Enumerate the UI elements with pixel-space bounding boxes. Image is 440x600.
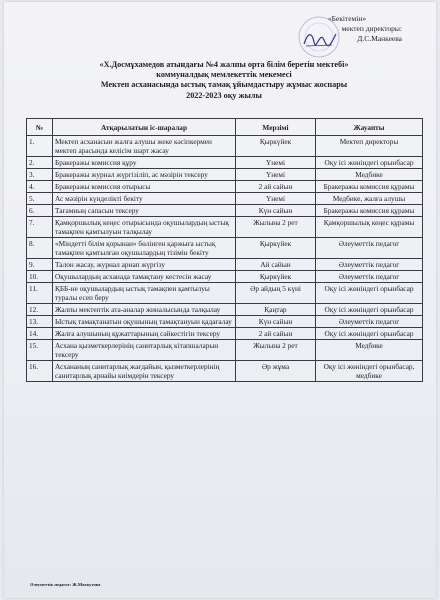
plan-table-container bbox=[26, 118, 422, 382]
row-activity: «Міндетті білім қорынан» бөлінген қаржыға ыстық тамақпен қамтылған оқушылардың тізімін бекіту bbox=[53, 238, 236, 259]
row-number: 5. bbox=[27, 193, 53, 205]
row-activity: Жалға алушының құжаттарының сәйкестігін тексеру bbox=[53, 328, 236, 340]
row-term: Күн сайын bbox=[236, 316, 316, 328]
row-number: 11. bbox=[27, 283, 53, 304]
row-term: Қыркүйек bbox=[236, 136, 316, 157]
row-responsible: Медбике bbox=[316, 340, 423, 361]
table-header-row bbox=[27, 119, 423, 136]
row-responsible: Медбике, жалға алушы bbox=[316, 193, 423, 205]
row-number: 6. bbox=[27, 205, 53, 217]
document-page bbox=[4, 2, 436, 598]
row-activity: Мектеп асханасын жалға алушы жеке кәсіпкермен мектеп арасында келісім шарт жасау bbox=[53, 136, 236, 157]
row-term: Үнемі bbox=[236, 157, 316, 169]
table-row bbox=[27, 316, 423, 328]
row-activity: Асхана қызметкерлерінің санитарлық кітапшаларын тексеру bbox=[53, 340, 236, 361]
row-activity: Бракеражы журнал жүргізіліп, ас мәзірін тексеру bbox=[53, 169, 236, 181]
row-responsible: Әлеуметтік педагог bbox=[316, 316, 423, 328]
row-term: Әр айдың 5 күні bbox=[236, 283, 316, 304]
row-activity: Ыстық тамақтанатын оқушының тамақтануын қадағалау bbox=[53, 316, 236, 328]
row-activity: Асхананың санитарлық жағдайын, қызметкерлерінің санитарлық арнайы киімдерін тексеру bbox=[53, 361, 236, 382]
row-responsible: Әлеуметтік педагог bbox=[316, 238, 423, 259]
plan-title: Мектеп асханасында ыстық тамақ ұйымдастыру жұмыс жоспары bbox=[100, 80, 348, 90]
row-responsible: Оқу ісі жөніндегі орынбасар bbox=[316, 157, 423, 169]
table-row bbox=[27, 238, 423, 259]
row-activity: Бракеражы комиссия құру bbox=[53, 157, 236, 169]
row-activity: Талон жасау, журнал арнап жүргізу bbox=[53, 259, 236, 271]
row-responsible: Оқу ісі жөніндегі орынбасар, медбике bbox=[316, 361, 423, 382]
row-responsible: Бракеражы комиссия құрамы bbox=[316, 205, 423, 217]
approval-position: мектеп директоры: bbox=[341, 24, 402, 33]
table-row bbox=[27, 169, 423, 181]
row-number: 8. bbox=[27, 238, 53, 259]
row-activity: ҚББ-не оқушылардың ыстық тамақпен қамтылуы туралы есеп беру bbox=[53, 283, 236, 304]
row-responsible: Оқу ісі жөніндегі орынбасар bbox=[316, 328, 423, 340]
row-number: 16. bbox=[27, 361, 53, 382]
table-row bbox=[27, 217, 423, 238]
plan-table bbox=[26, 118, 423, 382]
approval-name: Д.С.Манкеева bbox=[357, 34, 402, 43]
row-responsible: Мектеп директоры bbox=[316, 136, 423, 157]
row-activity: Ас мәзірін күнделікті бекіту bbox=[53, 193, 236, 205]
row-number: 14. bbox=[27, 328, 53, 340]
row-responsible: Оқу ісі жөніндегі орынбасар bbox=[316, 283, 423, 304]
row-number: 3. bbox=[27, 169, 53, 181]
document-title bbox=[44, 60, 404, 101]
approval-title: «Бекітемін» bbox=[327, 14, 367, 23]
table-row bbox=[27, 205, 423, 217]
row-activity: Тағамның сапасын тексеру bbox=[53, 205, 236, 217]
table-row bbox=[27, 361, 423, 382]
row-activity: Бракеражы комиссия отырысы bbox=[53, 181, 236, 193]
row-number: 10. bbox=[27, 271, 53, 283]
academic-year: 2022-2023 оқу жылы bbox=[186, 90, 262, 100]
table-row bbox=[27, 259, 423, 271]
table-row bbox=[27, 340, 423, 361]
row-responsible: Қамқоршылық кеңес құрамы bbox=[316, 217, 423, 238]
school-name: «Х.Досмұхамедов атындағы №4 жалпы орта білім беретін мектебі» bbox=[99, 60, 349, 69]
row-number: 12. bbox=[27, 304, 53, 316]
footer-note: Әлеуметтік педагог: Ж.Махкутова bbox=[30, 582, 101, 587]
row-term: 2 ай сайын bbox=[236, 328, 316, 340]
header-responsible: Жауапты bbox=[316, 119, 423, 136]
table-row bbox=[27, 271, 423, 283]
row-term: Үнемі bbox=[236, 193, 316, 205]
institution-type: коммуналдық мемлекеттік мекемесі bbox=[156, 70, 292, 80]
row-responsible: Әлеуметтік педагог bbox=[316, 259, 423, 271]
row-number: 4. bbox=[27, 181, 53, 193]
approval-block bbox=[252, 14, 402, 44]
row-number: 1. bbox=[27, 136, 53, 157]
row-number: 2. bbox=[27, 157, 53, 169]
table-row bbox=[27, 328, 423, 340]
row-term: Әр жұма bbox=[236, 361, 316, 382]
table-row bbox=[27, 283, 423, 304]
table-row bbox=[27, 304, 423, 316]
row-responsible: Әлеуметтік педагог bbox=[316, 271, 423, 283]
signature-icon bbox=[302, 28, 338, 50]
header-activity: Атқарылатын іс-шаралар bbox=[53, 119, 236, 136]
row-term: Қаңтар bbox=[236, 304, 316, 316]
row-activity: Оқушылардың асханада тамақтану кестесін жасау bbox=[53, 271, 236, 283]
row-term: 2 ай сайын bbox=[236, 181, 316, 193]
row-responsible: Оқу ісі жөніндегі орынбасар bbox=[316, 304, 423, 316]
table-row bbox=[27, 193, 423, 205]
row-term: Ай сайын bbox=[236, 259, 316, 271]
row-term: Күн сайын bbox=[236, 205, 316, 217]
row-term: Жылына 2 рет bbox=[236, 217, 316, 238]
row-term: Жылына 2 рет bbox=[236, 340, 316, 361]
row-term: Қыркүйек bbox=[236, 238, 316, 259]
row-number: 13. bbox=[27, 316, 53, 328]
row-term: Қыркүйек bbox=[236, 271, 316, 283]
table-row bbox=[27, 157, 423, 169]
table-row bbox=[27, 136, 423, 157]
row-number: 7. bbox=[27, 217, 53, 238]
header-term: Мерзімі bbox=[236, 119, 316, 136]
row-responsible: Медбике bbox=[316, 169, 423, 181]
header-number: № bbox=[27, 119, 53, 136]
row-term: Үнемі bbox=[236, 169, 316, 181]
row-number: 15. bbox=[27, 340, 53, 361]
row-activity: Қамқоршылық кеңес отырысында оқушылардың ыстық тамақпен қамтылуын талқылау bbox=[53, 217, 236, 238]
row-number: 9. bbox=[27, 259, 53, 271]
table-row bbox=[27, 181, 423, 193]
row-responsible: Бракеражы комиссия құрамы bbox=[316, 181, 423, 193]
row-activity: Жалпы мектептік ата-аналар жиналысында талқылау bbox=[53, 304, 236, 316]
